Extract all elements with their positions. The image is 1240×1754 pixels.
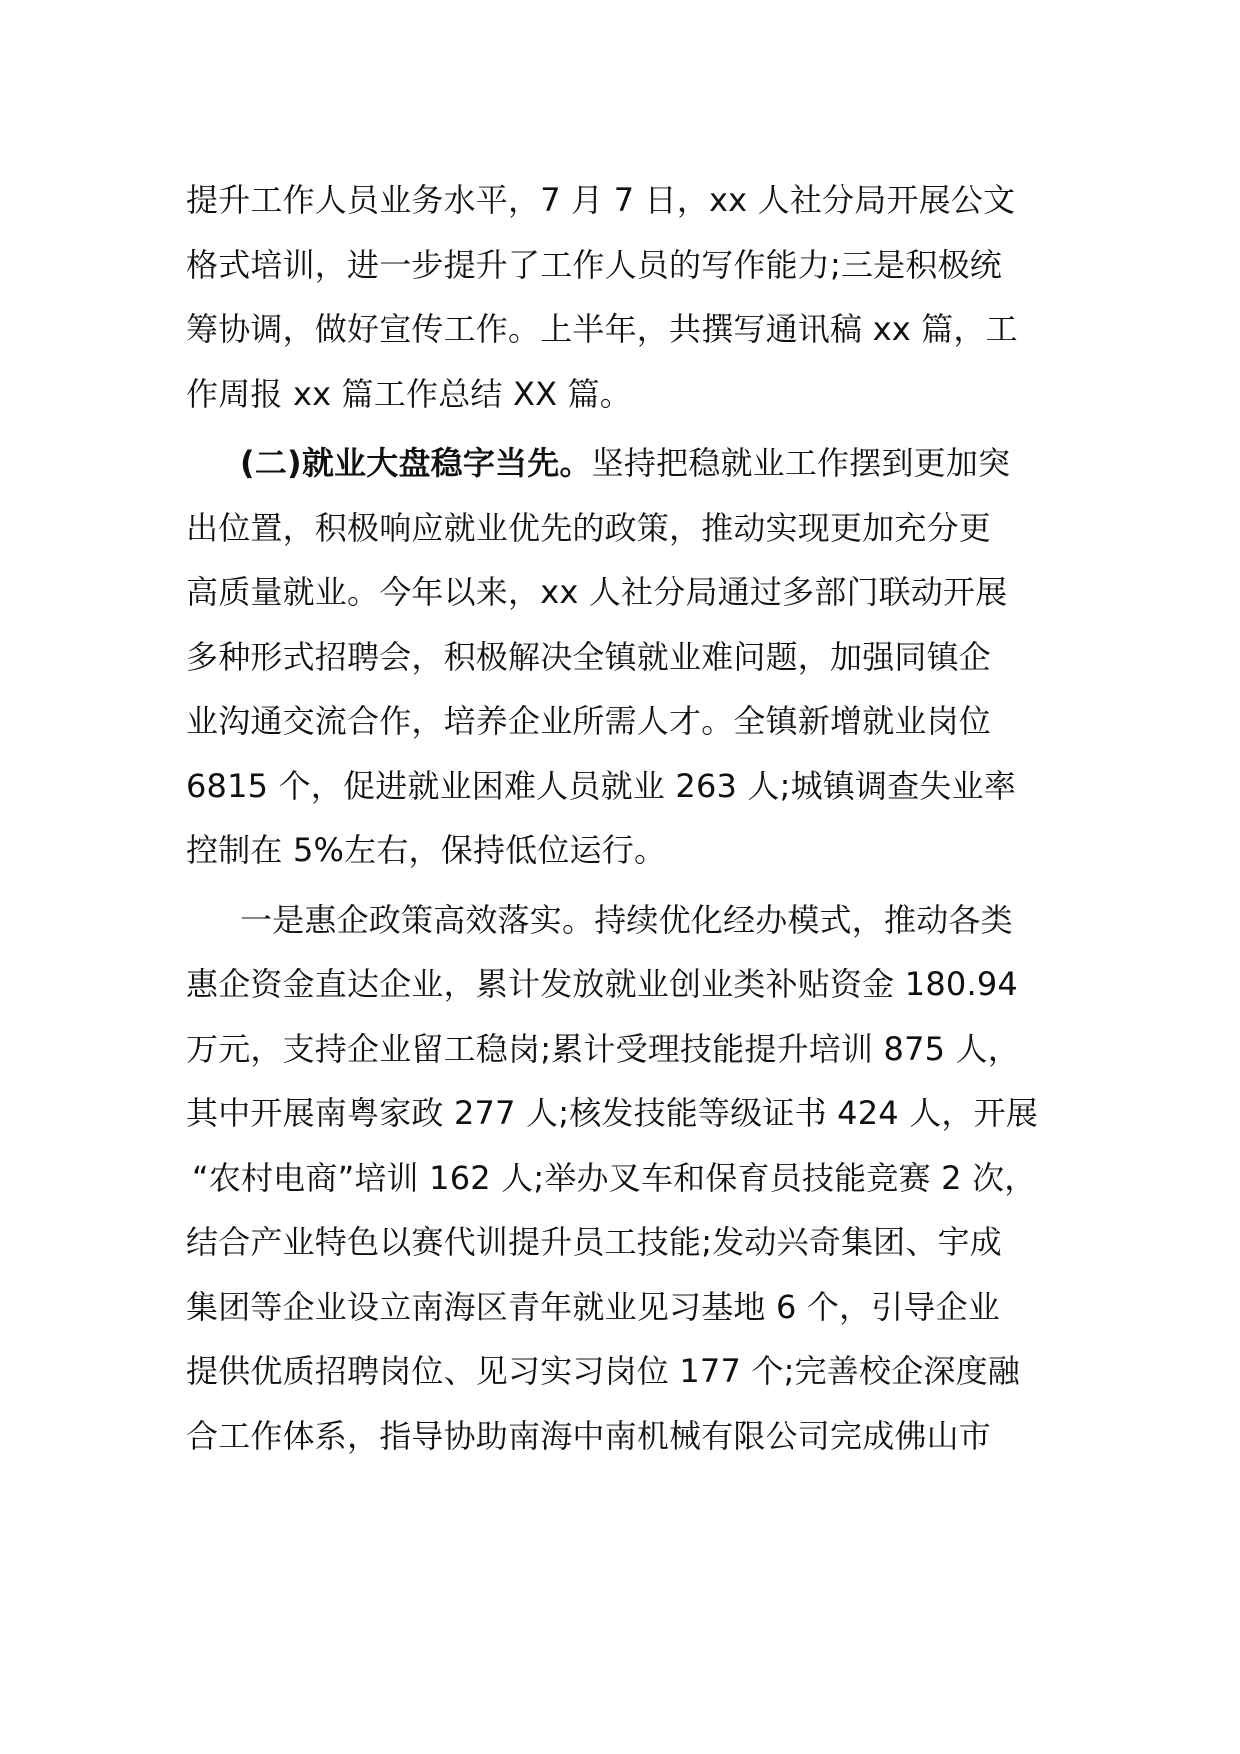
text-line: 提供优质招聘岗位、见习实习岗位 177 个;完善校企深度融: [186, 1352, 1021, 1390]
text-line: 多种形式招聘会，积极解决全镇就业难问题，加强同镇企: [186, 637, 992, 676]
text-line: “农村电商”培训 162 人;举办叉车和保育员技能竞赛 2 次，: [192, 1158, 1037, 1197]
text-line: 合工作体系，指导协助南海中南机械有限公司完成佛山市: [186, 1416, 992, 1455]
text-line: 作周报 xx 篇工作总结 XX 篇。: [186, 374, 633, 413]
document-body: [186, 168, 1086, 1468]
text-line: 高质量就业。今年以来，xx 人社分局通过多部门联动开展: [186, 573, 1008, 611]
paragraph-1: [186, 168, 1086, 426]
paragraph-first-line: [186, 431, 1086, 496]
text-line: 控制在 5%左右，保持低位运行。: [186, 831, 667, 869]
text-line: 惠企资金直达企业，累计发放就业创业类补贴资金 180.94: [186, 965, 1018, 1003]
text-line: 格式培训，进一步提升了工作人员的写作能力;三是积极统: [186, 245, 1002, 284]
text-line: 其中开展南粤家政 277 人;核发技能等级证书 424 人，开展: [186, 1094, 1039, 1132]
text-line: 出位置，积极响应就业优先的政策，推动实现更加充分更: [186, 508, 992, 547]
text-line: 业沟通交流合作，培养企业所需人才。全镇新增就业岗位: [186, 702, 992, 740]
text-line: 筹协调，做好宣传工作。上半年，共撰写通讯稿 xx 篇，工: [186, 310, 1018, 348]
text-line: 6815 个，促进就业困难人员就业 263 人;城镇调查失业率: [186, 766, 1017, 805]
paragraph-2: [186, 431, 1086, 883]
text-run: 坚持把稳就业工作摆到更加突: [591, 444, 1011, 482]
text-line: 万元，支持企业留工稳岗;累计受理技能提升培训 875 人，: [186, 1029, 1021, 1068]
text-line: 结合产业特色以赛代训提升员工技能;发动兴奇集团、宇成: [186, 1223, 1002, 1261]
section-heading: (二)就业大盘稳字当先。: [240, 444, 592, 482]
text-line: 提升工作人员业务水平，7 月 7 日，xx 人社分局开展公文: [186, 181, 1016, 219]
text-line: 一是惠企政策高效落实。持续优化经办模式，推动各类: [240, 900, 1013, 939]
text-line: 集团等企业设立南海区青年就业见习基地 6 个，引导企业: [186, 1287, 1001, 1326]
paragraph-3: [186, 888, 1086, 1469]
